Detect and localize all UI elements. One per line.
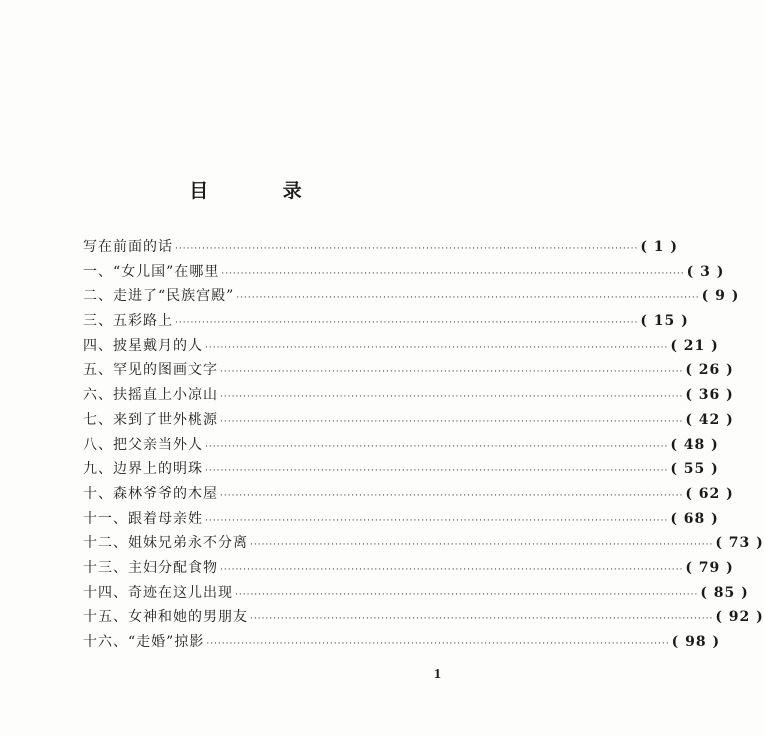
toc-entry-page: ( 68 ) xyxy=(670,510,719,527)
toc-entry xyxy=(83,235,679,260)
toc-leader-dots: ························································································································ xyxy=(206,639,670,649)
toc-entry-page: ( 42 ) xyxy=(685,411,734,428)
toc-entry-page: ( 62 ) xyxy=(685,485,734,502)
toc-entry xyxy=(83,605,764,630)
toc-entry-title: 十四、奇迹在这儿出现 xyxy=(83,584,233,601)
toc-leader-dots: ························································································································ xyxy=(205,515,669,526)
toc-entry-title: 十、森林爷爷的木屋 xyxy=(83,485,218,502)
page-title: 目 录 xyxy=(189,180,336,202)
toc-entry-page: ( 55 ) xyxy=(670,461,719,478)
toc-entry-title: 十一、跟着母亲姓 xyxy=(83,510,203,527)
toc-entry xyxy=(83,260,725,285)
toc-entry-page: ( 48 ) xyxy=(670,436,719,453)
toc-entry-page: ( 1 ) xyxy=(640,239,679,255)
toc-entry xyxy=(83,284,740,309)
toc-entry xyxy=(83,408,734,433)
toc-entry xyxy=(83,457,719,482)
toc-leader-dots: ························································································································ xyxy=(220,392,684,403)
toc-entry-page: ( 21 ) xyxy=(670,337,719,354)
toc-entry xyxy=(83,383,734,408)
toc-entry-page: ( 15 ) xyxy=(640,313,689,330)
toc-entry-page: ( 92 ) xyxy=(715,609,764,626)
toc-entry xyxy=(83,358,734,383)
toc-entry-title: 八、把父亲当外人 xyxy=(83,436,203,453)
toc-entry-title: 一、“女儿国”在哪里 xyxy=(83,263,220,280)
toc-entry-page: ( 98 ) xyxy=(671,634,721,650)
toc-entry xyxy=(83,581,749,606)
toc-leader-dots: ························································································································ xyxy=(205,342,669,353)
toc-leader-dots: ························································································································ xyxy=(221,268,685,279)
toc-entry-title: 十二、姐妹兄弟永不分离 xyxy=(83,535,248,552)
toc-leader-dots: ························································································································ xyxy=(250,614,714,625)
toc-leader-dots: ························································································································ xyxy=(220,367,684,378)
toc-entry-page: ( 9 ) xyxy=(701,288,740,305)
toc-leader-dots: ························································································································ xyxy=(220,564,684,575)
toc-entry-title: 十五、女神和她的男朋友 xyxy=(83,609,248,626)
toc-entry xyxy=(83,531,764,556)
toc-entry-page: ( 36 ) xyxy=(685,387,734,404)
toc-leader-dots: ························································································································ xyxy=(236,293,700,304)
toc-entry-page: ( 3 ) xyxy=(686,263,725,280)
toc-entry-title: 十六、“走婚”掠影 xyxy=(83,634,205,650)
toc-entry-title: 四、披星戴月的人 xyxy=(83,337,203,354)
toc-entry-page: ( 73 ) xyxy=(715,535,764,552)
toc-leader-dots: ························································································································ xyxy=(220,416,684,427)
toc-entry-title: 二、走进了“民族宫殿” xyxy=(83,288,235,305)
toc-entry-page: ( 85 ) xyxy=(700,584,749,601)
toc-leader-dots: ························································································································ xyxy=(205,441,669,452)
toc-entry xyxy=(83,334,719,359)
toc-entry-title: 写在前面的话 xyxy=(83,239,173,255)
toc-entry-title: 三、五彩路上 xyxy=(83,313,173,330)
toc-entry-page: ( 26 ) xyxy=(685,362,734,379)
toc-entry xyxy=(83,507,719,532)
toc-leader-dots: ························································································································ xyxy=(220,490,684,501)
page-number: 1 xyxy=(434,667,441,682)
toc-entry-title: 九、边界上的明珠 xyxy=(83,461,203,478)
toc-entry-title: 十三、主妇分配食物 xyxy=(83,559,218,576)
toc-entry-title: 七、来到了世外桃源 xyxy=(83,411,218,428)
toc-leader-dots: ························································································································ xyxy=(235,589,699,600)
toc-leader-dots: ························································································································ xyxy=(175,318,639,329)
toc-entry-title: 六、扶摇直上小凉山 xyxy=(83,387,218,404)
toc-entry xyxy=(83,630,721,655)
toc-leader-dots: ························································································································ xyxy=(205,466,669,477)
toc-entry-page: ( 79 ) xyxy=(685,559,734,576)
toc-entry xyxy=(83,556,734,581)
toc-entry-title: 五、罕见的图画文字 xyxy=(83,362,218,379)
toc-leader-dots: ························································································································ xyxy=(175,244,639,254)
toc-entry xyxy=(83,482,734,507)
toc-entry xyxy=(83,309,689,334)
toc-entry xyxy=(83,433,719,458)
table-of-contents xyxy=(83,235,764,655)
toc-leader-dots: ························································································································ xyxy=(250,540,714,551)
